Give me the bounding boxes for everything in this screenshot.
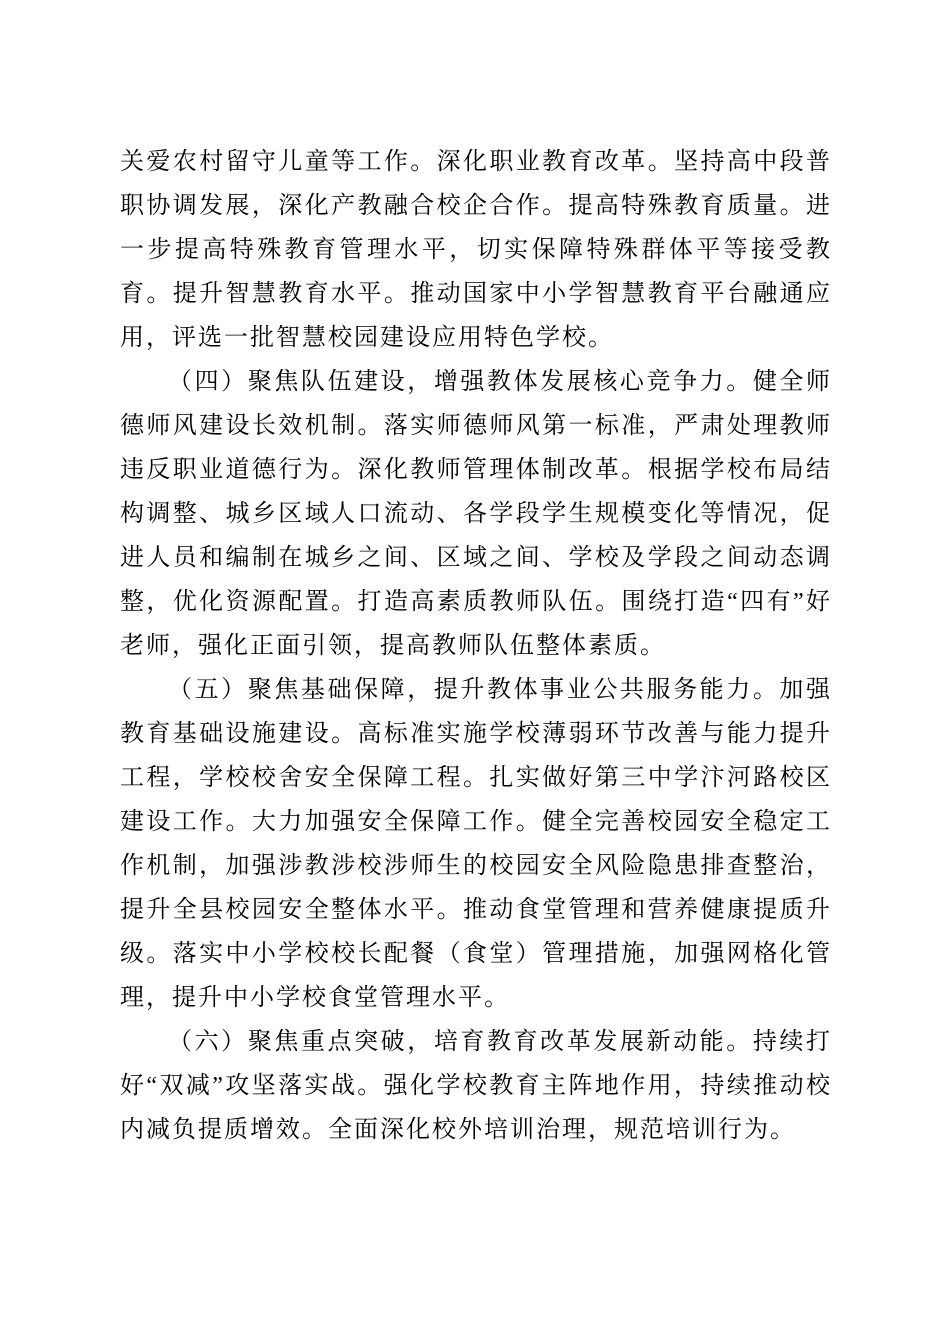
- document-body: [120, 140, 832, 1152]
- paragraph: （四）聚焦队伍建设，增强教体发展核心竞争力。健全师德师风建设长效机制。落实师德师风第一标准，严肃处理教师违反职业道德行为。深化教师管理体制改革。根据学校布局结构调整、城乡区域人口流动、各学段学生规模变化等情况，促进人员和编制在城乡之间、区域之间、学校及学段之间动态调整，优化资源配置。打造高素质教师队伍。围绕打造“四有”好老师，强化正面引领，提高教师队伍整体素质。: [120, 369, 832, 659]
- paragraph: （五）聚焦基础保障，提升教体事业公共服务能力。加强教育基础设施建设。高标准实施学校薄弱环节改善与能力提升工程，学校校舍安全保障工程。扎实做好第三中学汴河路校区建设工作。大力加强安全保障工作。健全完善校园安全稳定工作机制，加强涉教涉校涉师生的校园安全风险隐患排查整治，提升全县校园安全整体水平。推动食堂管理和营养健康提质升级。落实中小学校校长配餐（食堂）管理措施，加强网格化管理，提升中小学校食堂管理水平。: [120, 677, 832, 1011]
- paragraph: （六）聚焦重点突破，培育教育改革发展新动能。持续打好“双减”攻坚落实战。强化学校教育主阵地作用，持续推动校内减负提质增效。全面深化校外培训治理，规范培训行为。: [120, 1029, 832, 1143]
- paragraph: 关爱农村留守儿童等工作。深化职业教育改革。坚持高中段普职协调发展，深化产教融合校企合作。提高特殊教育质量。进一步提高特殊教育管理水平，切实保障特殊群体平等接受教育。提升智慧教育水平。推动国家中小学智慧教育平台融通应用，评选一批智慧校园建设应用特色学校。: [120, 149, 832, 351]
